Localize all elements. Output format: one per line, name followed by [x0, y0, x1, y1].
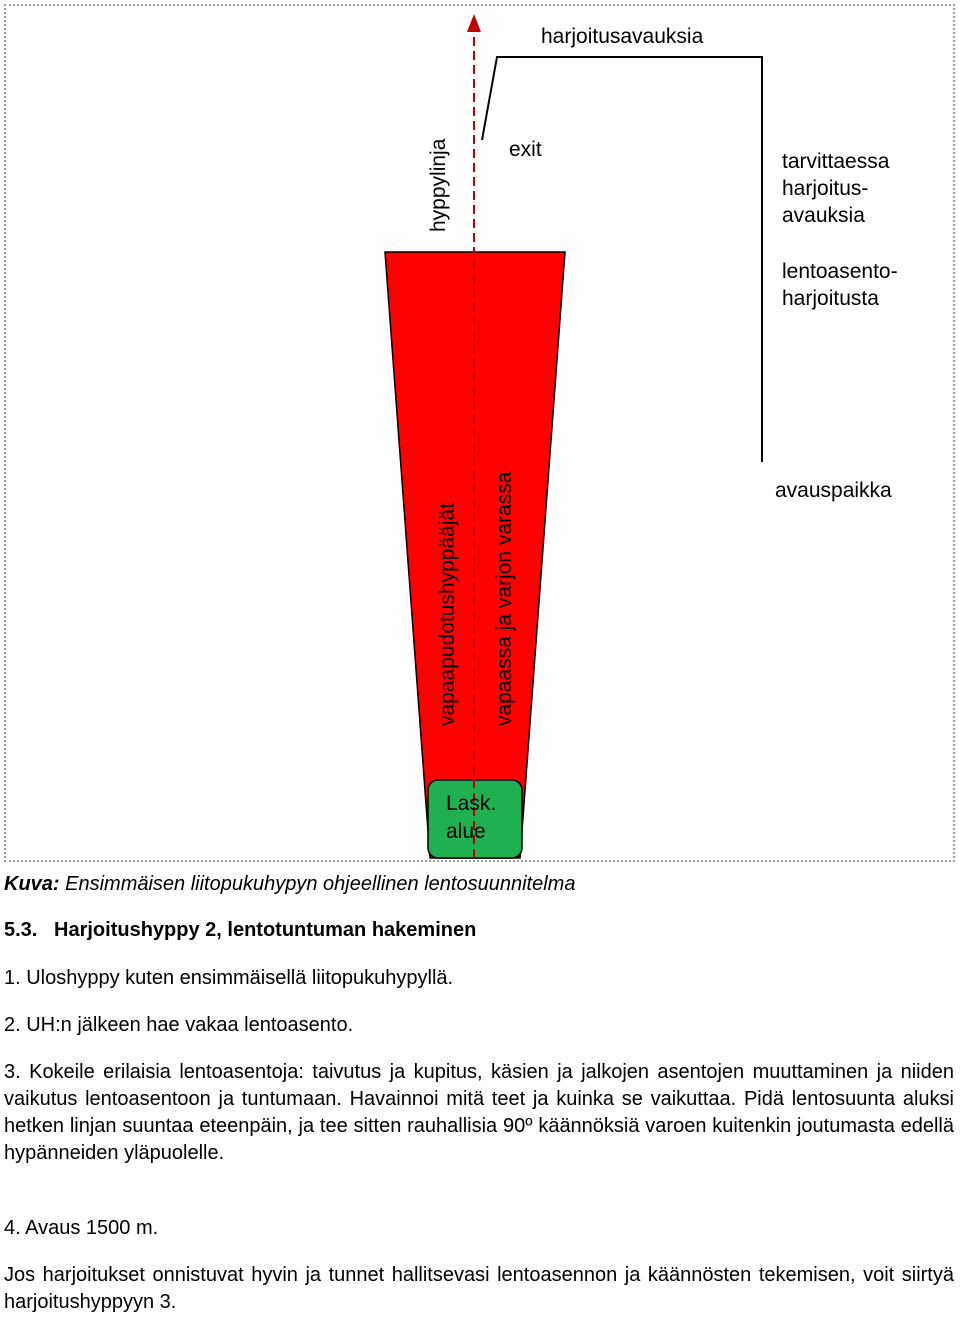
caption-text: Ensimmäisen liitopukuhypyn ohjeellinen lentosuunnitelma: [59, 873, 576, 895]
caption-prefix: Kuva:: [4, 873, 60, 895]
landing-area-line: Lask.: [446, 792, 497, 815]
side-note-line: tarvittaessa: [782, 150, 890, 173]
side-note-line: lentoasento-: [782, 260, 898, 283]
landing-area-line: alue: [446, 820, 486, 843]
practice-openings-label: harjoitusavauksia: [541, 25, 704, 48]
canopy-label: vapaassa ja varjon varassa: [493, 471, 516, 726]
opening-point-label: avauspaikka: [775, 479, 892, 502]
closing-paragraph: Jos harjoitukset onnistuvat hyvin ja tunnet hallitsevasi lentoasennon ja käännösten tekemisen, voit siirtyä harjoitushyppyyn 3.: [4, 1264, 954, 1313]
jump-line-arrowhead: [467, 14, 481, 32]
freefall-jumpers-label: vapaapudotushyppääjät: [436, 502, 459, 726]
instruction-item: 3. Kokeile erilaisia lentoasentoja: taivutus ja kupitus, käsien ja jalkojen asentojen muuttaminen ja niiden vaikutus lentoasentoon ja tuntumaan. Havainnoi mitä teet ja kuinka se vaikuttaa. Pidä lentosuunta aluksi hetken linjan suuntaa eteenpäin, ja tee sitten rauhallisia 90º käännöksiä varoen kuitenkin joutumasta edellä hypänneiden yläpuolelle.: [4, 1061, 954, 1164]
section-heading: 5.3. Harjoitushyppy 2, lentotuntuman hakeminen: [4, 919, 477, 941]
figure-caption: [4, 871, 954, 898]
side-note-line: avauksia: [782, 204, 865, 227]
side-note-line: harjoitusta: [782, 287, 879, 310]
instruction-item: 1. Uloshyppy kuten ensimmäisellä liitopukuhypyllä.: [4, 967, 454, 989]
side-note-body-position: [782, 258, 898, 312]
landing-area-label: [446, 790, 496, 846]
instruction-item: 2. UH:n jälkeen hae vakaa lentoasento.: [4, 1014, 354, 1036]
instruction-item: 4. Avaus 1500 m.: [4, 1217, 159, 1239]
jump-line-label: hyppylinja: [427, 138, 450, 232]
exit-label: exit: [509, 138, 542, 161]
side-note-line: harjoitus-: [782, 177, 869, 200]
side-note-practice-openings: [782, 148, 889, 229]
